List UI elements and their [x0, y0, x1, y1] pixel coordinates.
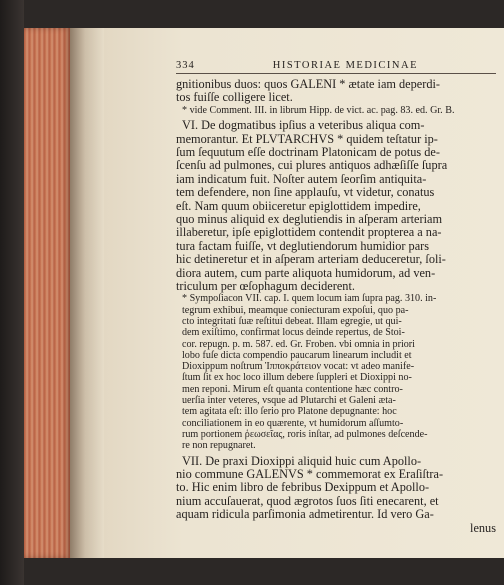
section-vi-line: iam indicatum fuit. Noſter autem ſeorſim antiquita- [176, 171, 427, 186]
page-gutter-shadow [70, 28, 104, 558]
footnote-vi [176, 293, 496, 451]
section-vi-line: VI. De dogmatibus ipſius a veteribus aliqua com- [182, 118, 425, 133]
book-page [104, 28, 504, 558]
section-vi-line: eſt. Nam quum obiiceretur epiglottidem impedire, [176, 198, 421, 213]
section-vi-line: triculum per œſophagum deciderent. [176, 278, 355, 293]
section-vi-line: illaberetur, ipſe epiglottidem contendit propterea a na- [176, 225, 442, 240]
footnote-line: uerſia inter veteres, vsque ad Plutarchi et Galeni æta- [182, 395, 396, 407]
footnote-line: * Sympoſiacon VII. cap. I. quem locum iam ſupra pag. 310. in- [182, 293, 437, 305]
section-vii-line: nio commune GALENVS * commemorat ex Eraſiſtra- [176, 466, 444, 481]
footnote-line: tem agitata eſt: illo ſerio pro Platone depugnante: hoc [182, 406, 397, 418]
footnote-line: rum portionem ῥεωσεῖας, roris inſtar, ad pulmones deſcende- [182, 428, 428, 440]
section-vii-line: aquam ridicula parſimonia admetirentur. Id vero Ga- [176, 507, 434, 522]
section-vi-line: memorantur. Et PLVTARCHVS * quidem teſtatur ip- [176, 131, 438, 146]
section-vi-line: tura factam fuiſſe, vt deglutiendorum humidior pars [176, 238, 430, 253]
footnote-line: ſtum ſit ex hoc loco illum debere ſuppleri et Dioxippi no- [182, 372, 412, 384]
red-page-edges [24, 28, 70, 558]
footnote-line: cto integritati ſuæ reſtitui debeat. Illam egregie, ut qui- [182, 315, 402, 327]
running-title: HISTORIAE MEDICINAE [272, 60, 418, 71]
footnote-line: tegrum exhibui, meamque coniecturam expoſui, quo pa- [182, 304, 409, 316]
section-vii-line: to. Hic enim libro de febribus Dexippum et Apollo- [176, 480, 430, 495]
footnote-line: conciliationem in eo quærente, vt humidorum aſſumto- [182, 417, 404, 429]
catchword: lenus [470, 520, 496, 535]
running-header [176, 60, 496, 74]
background-below-page [24, 558, 504, 585]
section-vi-line: diora autem, cum parte aliquota humidorum, ad ven- [176, 265, 436, 280]
footnote-line: men reponi. Mirum eſt quanta contentione hæc contro- [182, 383, 403, 395]
section-vi-line: tem defendere, non ſine applauſu, vt videtur, conatus [176, 185, 435, 200]
footnote-line: cor. repugn. p. m. 587. ed. Gr. Froben. vbi omnia in priori [182, 338, 415, 350]
footnote-line: lobo fuſe dicta compendio paucarum linearum includit et [182, 349, 412, 361]
footnote-line: dem exiſtimo, confirmat locus deinde repertus, de Stoi- [182, 327, 405, 339]
section-vi-line: ſcenſu ad pulmones, cui plures antiquos adhæſiſſe ſupra [176, 158, 448, 173]
text-line: gnitionibus duos: quos GALENI * ætate iam deperdi- [176, 77, 441, 91]
section-vi-line: ſum ſequutum eſſe doctrinam Platonicam de potus de- [176, 144, 440, 159]
page-text-block [176, 60, 496, 535]
footnote-line: re non repugnaret. [182, 440, 256, 452]
section-vi [176, 119, 496, 293]
section-vi-line: hic detineretur et in aſperam arteriam deduceretur, ſoli- [176, 252, 446, 267]
top-paragraph [176, 78, 496, 105]
book-cover-edge [0, 0, 24, 585]
text-line: tos fuiſſe colligere licet. [176, 90, 293, 105]
section-vii [176, 455, 496, 535]
footnote-top: * vide Comment. III. in librum Hipp. de vict. ac. pag. 83. ed. Gr. B. [182, 104, 455, 116]
page-number: 334 [176, 60, 195, 71]
section-vi-line: quo minus aliquid ex deglutiendis in aſperam arteriam [176, 211, 443, 226]
section-vii-line: nium accuſauerat, quod ægrotos ſuos ſiti enecarent, et [176, 493, 439, 508]
footnote-line: Dioxippum noſtrum Ἱπποκράτειον vocat: vt adeo manife- [182, 361, 415, 373]
section-vii-line: VII. De praxi Dioxippi aliquid huic cum Apollo- [182, 453, 422, 468]
